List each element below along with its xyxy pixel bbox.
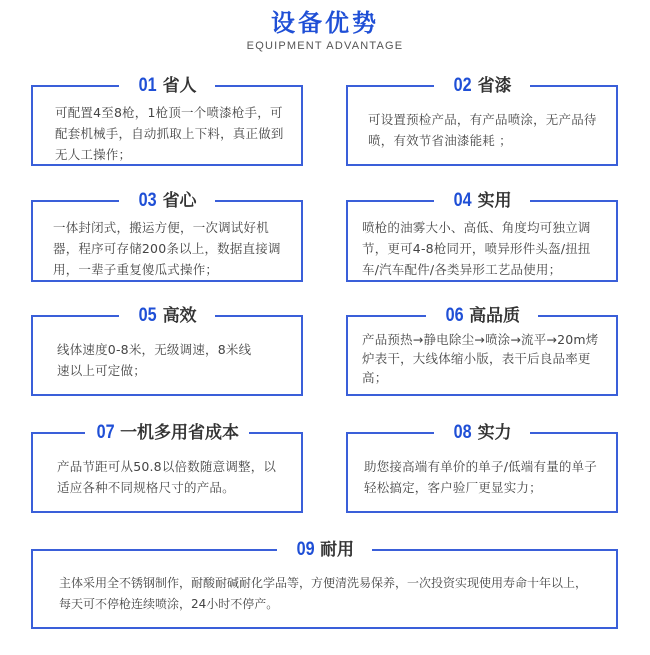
card-label: 省人 xyxy=(162,76,197,96)
card-heading xyxy=(33,538,616,562)
card-text: 产品节距可从50.8以倍数随意调整，以适应各种不同规格尺寸的产品。 xyxy=(57,459,277,495)
card-label: 实用 xyxy=(477,191,512,211)
card-text: 主体采用全不锈钢制作，耐酸耐碱耐化学品等，方便清洗易保养，一次投资实现使用寿命十年以上，每天可不停枪连续喷涂，24小时不停产。 xyxy=(59,576,588,611)
card-text: 线体速度0-8米，无级调速，8米线速以上可定做； xyxy=(57,342,252,378)
card-number: 03 xyxy=(139,190,157,211)
feature-card-06 xyxy=(346,305,618,396)
card-label: 高品质 xyxy=(469,306,521,326)
card-text: 可设置预检产品，有产品喷涂，无产品待喷，有效节省油漆能耗 ； xyxy=(368,112,597,148)
feature-card-08 xyxy=(346,422,618,513)
card-text: 产品预热→静电除尘→喷涂→流平→20m烤炉表干，大线体缩小版，表干后良品率更高； xyxy=(362,332,599,385)
card-label: 高效 xyxy=(162,306,197,326)
card-number: 05 xyxy=(139,305,157,326)
card-heading xyxy=(348,421,616,445)
page-title: 设备优势 xyxy=(271,9,379,37)
card-number: 01 xyxy=(139,75,157,96)
feature-card-09 xyxy=(31,539,618,629)
card-label: 一机多用省成本 xyxy=(120,423,240,443)
card-text: 喷枪的油雾大小、高低、角度均可独立调节，更可4-8枪同开，喷异形件头盔/扭扭车/汽车配件/各类异形工艺品使用； xyxy=(362,220,591,277)
feature-card-07 xyxy=(31,422,303,513)
page-subtitle: EQUIPMENT ADVANTAGE xyxy=(246,40,404,52)
card-heading xyxy=(348,189,616,213)
card-heading xyxy=(33,421,301,445)
card-number: 04 xyxy=(454,190,472,211)
feature-card-03 xyxy=(31,190,303,282)
card-label: 省心 xyxy=(162,191,197,211)
card-heading xyxy=(33,304,301,328)
card-heading xyxy=(348,304,616,328)
card-number: 09 xyxy=(296,539,315,560)
card-text: 可配置4至8枪，1枪顶一个喷漆枪手，可配套机械手，自动抓取上下料，真正做到无人工操作； xyxy=(55,105,284,162)
card-heading xyxy=(33,74,301,98)
feature-card-02 xyxy=(346,75,618,166)
card-heading xyxy=(33,189,301,213)
feature-card-01 xyxy=(31,75,303,166)
card-label: 耐用 xyxy=(320,540,355,560)
card-label: 实力 xyxy=(477,423,512,443)
card-heading xyxy=(348,74,616,98)
card-text: 一体封闭式，搬运方便，一次调试好机器，程序可存储200条以上，数据直接调用，一辈子重复傻瓜式操作； xyxy=(53,220,281,277)
card-label: 省漆 xyxy=(477,76,512,96)
feature-card-05 xyxy=(31,305,303,396)
feature-card-04 xyxy=(346,190,618,282)
card-number: 06 xyxy=(445,305,464,326)
card-number: 08 xyxy=(454,422,472,443)
card-number: 02 xyxy=(454,75,472,96)
card-text: 助您接高端有单价的单子/低端有量的单子轻松搞定，客户验厂更显实力； xyxy=(364,459,598,495)
card-number: 07 xyxy=(96,422,115,443)
